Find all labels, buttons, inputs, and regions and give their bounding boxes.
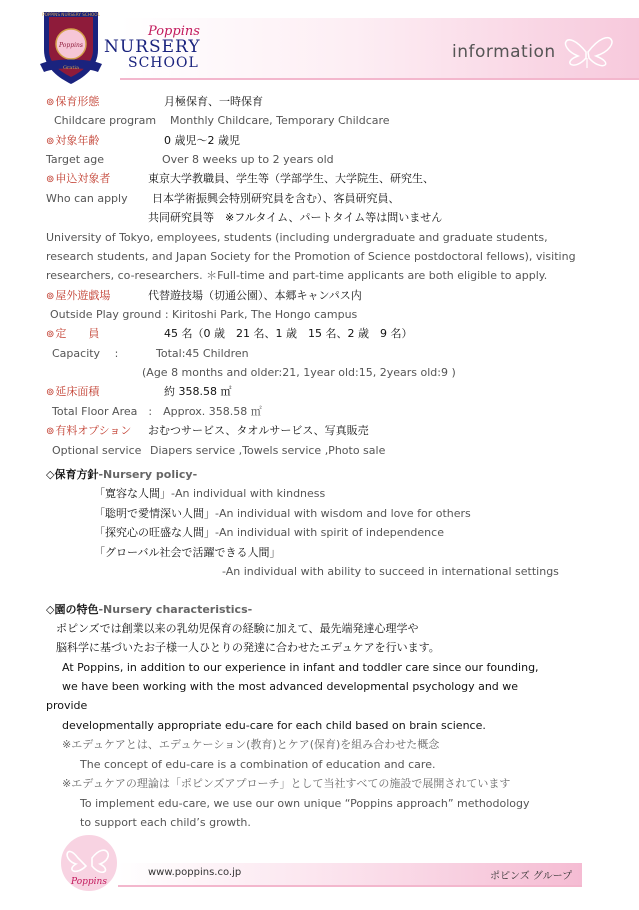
type-label-jp: 保育形態 — [55, 95, 100, 108]
crest-bottom-text: Gratia — [63, 65, 79, 71]
policy-item-en: -An individual with ability to succeed in international settings — [222, 565, 559, 578]
apply-value-jp-2: 日本学術振興会特別研究員を含む）、客員研究員、 — [152, 192, 400, 205]
policy-heading-jp: ◇保育方針 — [46, 468, 99, 481]
page-header — [0, 0, 639, 90]
options-label-en: Optional service — [52, 444, 142, 457]
playground-value-jp: 代替遊技場（切通公園）、本郷キャンパス内 — [148, 289, 362, 302]
logo-wordmark — [104, 24, 201, 71]
capacity-label-jp: 定 員 — [55, 327, 100, 340]
capacity-value-jp: 45 名（0 歳 21 名、1 歳 15 名、2 歳 9 名） — [164, 327, 413, 340]
apply-en-1: University of Tokyo, employees, students (including undergraduate and graduate students, — [46, 231, 548, 244]
age-value-en: Over 8 weeks up to 2 years old — [162, 153, 334, 166]
policy-item-en: -An individual with wisdom and love for others — [215, 507, 471, 520]
apply-en-3: researchers, co-researchers. ＊Full-time and part-time applicants are both eligible to apply. — [46, 269, 548, 282]
policy-item — [94, 525, 444, 540]
playground-en: Outside Play ground : Kiritoshi Park, The Hongo campus — [50, 308, 358, 321]
footer-rule — [118, 885, 582, 887]
policy-item — [94, 506, 471, 521]
policy-item-jp: 「寛容な人間」 — [94, 487, 171, 500]
info-title: information — [452, 42, 556, 62]
crest-top-text: POPPINS NURSERY SCHOOL — [42, 12, 100, 17]
crest-center-text: Poppins — [59, 42, 83, 49]
type-value-jp: 月極保育、一時保育 — [164, 95, 263, 108]
apply-row-jp — [46, 171, 110, 187]
footer-emblem-logo — [58, 832, 120, 898]
note2-en-2: to support each child’s growth. — [80, 816, 251, 829]
type-row-jp — [46, 94, 99, 110]
footer-url-link[interactable]: www.poppins.co.jp — [148, 867, 242, 878]
bullet-icon: ⊚ — [46, 136, 55, 147]
capacity-label-en: Capacity : — [52, 347, 119, 360]
characteristics-heading — [46, 602, 252, 617]
playground-label-jp: 屋外遊戯場 — [55, 289, 111, 302]
age-row-jp — [46, 133, 99, 149]
characteristics-en-3: provide — [46, 699, 88, 712]
characteristics-jp-1: ポピンズでは創業以来の乳幼児保育の経験に加えて、最先端発達心理学や — [56, 622, 419, 635]
note2-jp: ※エデュケアの理論は「ポピンズアプローチ」として当社すべての施設で展開されています — [62, 777, 511, 790]
policy-item-jp: 「聡明で愛情深い人間」 — [94, 507, 215, 520]
characteristics-heading-jp: ◇園の特色 — [46, 603, 99, 616]
header-rule — [120, 78, 639, 80]
policy-heading — [46, 467, 197, 482]
bullet-icon: ⊚ — [46, 291, 55, 302]
footer-emblem-text: Poppins — [71, 877, 107, 887]
capacity-row-jp — [46, 326, 99, 342]
characteristics-en-2: we have been working with the most advanced developmental psychology and we — [62, 680, 519, 693]
policy-item-jp: 「グローバル社会で活躍できる人間」 — [94, 546, 281, 559]
bullet-icon: ⊚ — [46, 426, 55, 437]
crest-logo — [38, 6, 104, 86]
options-label-jp: 有料オプション — [55, 424, 132, 437]
characteristics-jp-2: 脳科学に基づいたお子様一人ひとりの発達に合わせたエデュケアを行います。 — [56, 641, 440, 654]
type-value-en: Monthly Childcare, Temporary Childcare — [170, 114, 390, 127]
area-en: Total Floor Area : Approx. 358.58 ㎡ — [52, 405, 262, 418]
age-value-jp: 0 歳児～2 歳児 — [164, 134, 240, 147]
options-value-jp: おむつサービス、タオルサービス、写真販売 — [148, 424, 369, 437]
apply-value-jp-1: 東京大学教職員、学生等（学部学生、大学院生、研究生、 — [148, 172, 434, 185]
bullet-icon: ⊚ — [46, 329, 55, 340]
age-label-en: Target age — [46, 153, 105, 166]
apply-label-en: Who can apply — [46, 192, 128, 205]
policy-item-en: -An individual with spirit of independence — [215, 526, 444, 539]
apply-en-2: research students, and Japan Society for the Promotion of Science postdoctoral fellows), visiting — [46, 250, 576, 263]
area-label-jp: 延床面積 — [55, 385, 100, 398]
policy-item-en: -An individual with kindness — [171, 487, 326, 500]
note1-en: The concept of edu-care is a combination of education and care. — [80, 758, 436, 771]
options-row-jp — [46, 423, 131, 439]
capacity-detail-en: (Age 8 months and older:21, 1year old:15, 2years old:9 ) — [142, 366, 456, 379]
bullet-icon: ⊚ — [46, 97, 55, 108]
characteristics-en-4: developmentally appropriate edu-care for each child based on brain science. — [62, 719, 486, 732]
apply-value-jp-3: 共同研究員等 ※フルタイム、パートタイム等は問いません — [148, 211, 443, 224]
butterfly-icon — [556, 22, 626, 72]
capacity-value-en: Total:45 Children — [156, 347, 249, 360]
bullet-icon: ⊚ — [46, 387, 55, 398]
policy-item — [94, 486, 325, 501]
options-value-en: Diapers service ,Towels service ,Photo sale — [150, 444, 386, 457]
area-value-jp: 約 358.58 ㎡ — [164, 385, 232, 398]
playground-row-jp — [46, 288, 110, 304]
logo-small: Poppins — [148, 24, 200, 39]
age-label-jp: 対象年齢 — [55, 134, 100, 147]
logo-line2: SCHOOL — [128, 55, 199, 71]
type-label-en: Childcare program — [54, 114, 157, 127]
note1-jp: ※エデュケアとは、エデュケーション(教育)とケア(保育)を組み合わせた概念 — [62, 738, 440, 751]
area-row-jp — [46, 384, 99, 400]
characteristics-heading-en: -Nursery characteristics- — [98, 603, 253, 616]
policy-item-jp: 「探究心の旺盛な人間」 — [94, 526, 215, 539]
characteristics-en-1: At Poppins, in addition to our experience in infant and toddler care since our founding, — [62, 661, 539, 674]
note2-en-1: To implement edu-care, we use our own unique “Poppins approach” methodology — [80, 797, 530, 810]
logo-line1: NURSERY — [104, 37, 201, 57]
policy-heading-en: -Nursery policy- — [98, 468, 198, 481]
footer-group-name: ポピンズ グループ — [490, 871, 573, 882]
bullet-icon: ⊚ — [46, 174, 55, 185]
apply-label-jp: 申込対象者 — [55, 172, 111, 185]
